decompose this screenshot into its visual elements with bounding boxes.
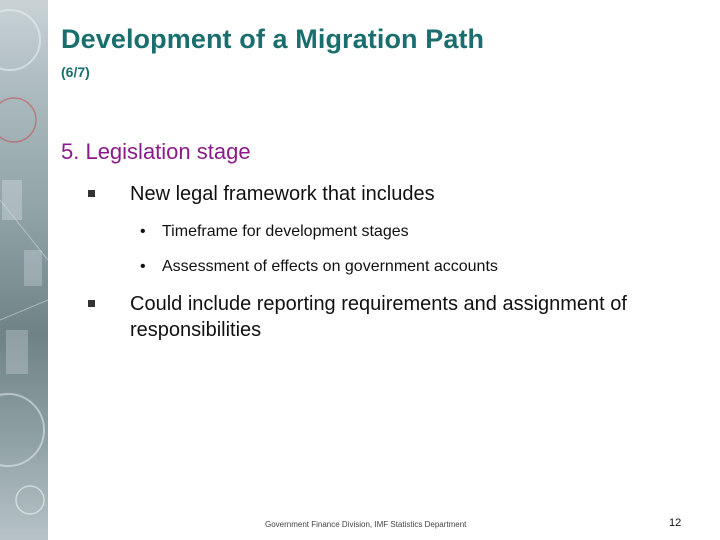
- sub-bullet-dot-icon: •: [140, 223, 146, 240]
- bullet-item: New legal framework that includes: [130, 183, 435, 205]
- footer-text: Government Finance Division, IMF Statistics Department: [265, 520, 467, 529]
- clock-numbers-graphic: [0, 0, 48, 540]
- bullet-square-icon: [88, 300, 95, 307]
- sub-bullet-dot-icon: •: [140, 258, 146, 275]
- decorative-side-image: [0, 0, 48, 540]
- sub-bullet-item: Assessment of effects on government accounts: [162, 258, 498, 275]
- bullet-square-icon: [88, 190, 95, 197]
- slide-subtitle: (6/7): [61, 64, 90, 80]
- sub-bullet-item: Timeframe for development stages: [162, 223, 409, 240]
- bullet-item: Could include reporting requirements and assignment of responsibilities: [130, 293, 627, 341]
- page-number: 12: [669, 517, 682, 529]
- slide-title: Development of a Migration Path: [61, 24, 485, 54]
- section-heading: 5. Legislation stage: [61, 139, 251, 164]
